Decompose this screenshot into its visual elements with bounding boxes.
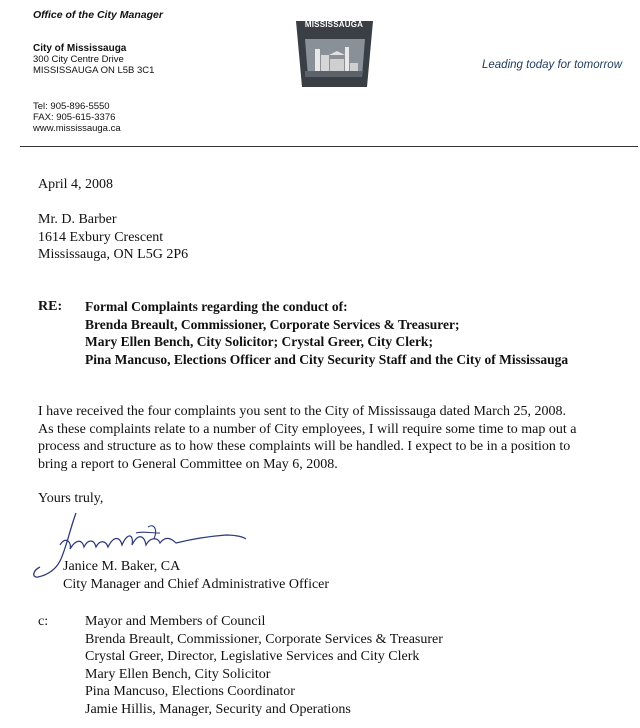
paragraph-line: I have received the four complaints you sent to the City of Mississauga dated March 25, 2008. xyxy=(38,404,566,419)
cc-item: Jamie Hillis, Manager, Security and Operations xyxy=(85,701,351,717)
closing: Yours truly, xyxy=(38,491,104,506)
signer-title: City Manager and Chief Administrative Officer xyxy=(63,576,330,592)
cc-label: c: xyxy=(38,614,49,629)
signer-block xyxy=(63,558,329,593)
cc-item: Mayor and Members of Council xyxy=(85,614,266,629)
paragraph-line: As these complaints relate to a number of City employees, I will require some time to map out a xyxy=(38,421,577,437)
tagline: Leading today for tomorrow xyxy=(482,59,622,71)
web-line: www.mississauga.ca xyxy=(33,123,121,134)
street-line: 300 City Centre Drive xyxy=(33,54,124,65)
cc-list xyxy=(85,613,443,718)
cc-item: Pina Mancuso, Elections Coordinator xyxy=(85,684,295,699)
subject-line: Pina Mancuso, Elections Officer and City Security Staff and the City of Mississauga xyxy=(85,351,569,367)
signer-name: Janice M. Baker, CA xyxy=(63,559,181,574)
recipient-line: 1614 Exbury Crescent xyxy=(38,229,164,245)
body-paragraph xyxy=(38,403,638,473)
paragraph-line: bring a report to General Committee on May 6, 2008. xyxy=(38,456,338,472)
fax-line: FAX: 905-615-3376 xyxy=(33,112,116,123)
cc-item: Crystal Greer, Director, Legislative Services and City Clerk xyxy=(85,649,420,664)
cc-item: Brenda Breault, Commissioner, Corporate Services & Treasurer xyxy=(85,631,443,647)
header-divider xyxy=(20,146,638,147)
recipient-address xyxy=(38,211,188,264)
org-name: City of Mississauga xyxy=(33,43,127,54)
subject-line: Mary Ellen Bench, City Solicitor; Crystal Greer, City Clerk; xyxy=(85,334,433,349)
recipient-line: Mississauga, ON L5G 2P6 xyxy=(38,247,189,262)
subject-line: Formal Complaints regarding the conduct of: xyxy=(85,299,348,314)
re-label: RE: xyxy=(38,299,63,314)
tel-line: Tel: 905-896-5550 xyxy=(33,101,110,112)
office-name: Office of the City Manager xyxy=(33,9,163,21)
mississauga-logo-icon xyxy=(293,19,375,89)
subject-block xyxy=(85,298,568,368)
logo-wordmark: MISSISSAUGA xyxy=(304,20,364,29)
city-line: MISSISSAUGA ON L5B 3C1 xyxy=(33,65,155,76)
recipient-line: Mr. D. Barber xyxy=(38,212,117,227)
letter-date: April 4, 2008 xyxy=(38,177,114,192)
city-address xyxy=(33,43,154,76)
cc-item: Mary Ellen Bench, City Solicitor xyxy=(85,666,271,682)
subject-line: Brenda Breault, Commissioner, Corporate Services & Treasurer; xyxy=(85,316,460,332)
paragraph-line: process and structure as to how these complaints will be handled. I expect to be in a position to xyxy=(38,439,571,454)
contact-block xyxy=(33,101,121,134)
